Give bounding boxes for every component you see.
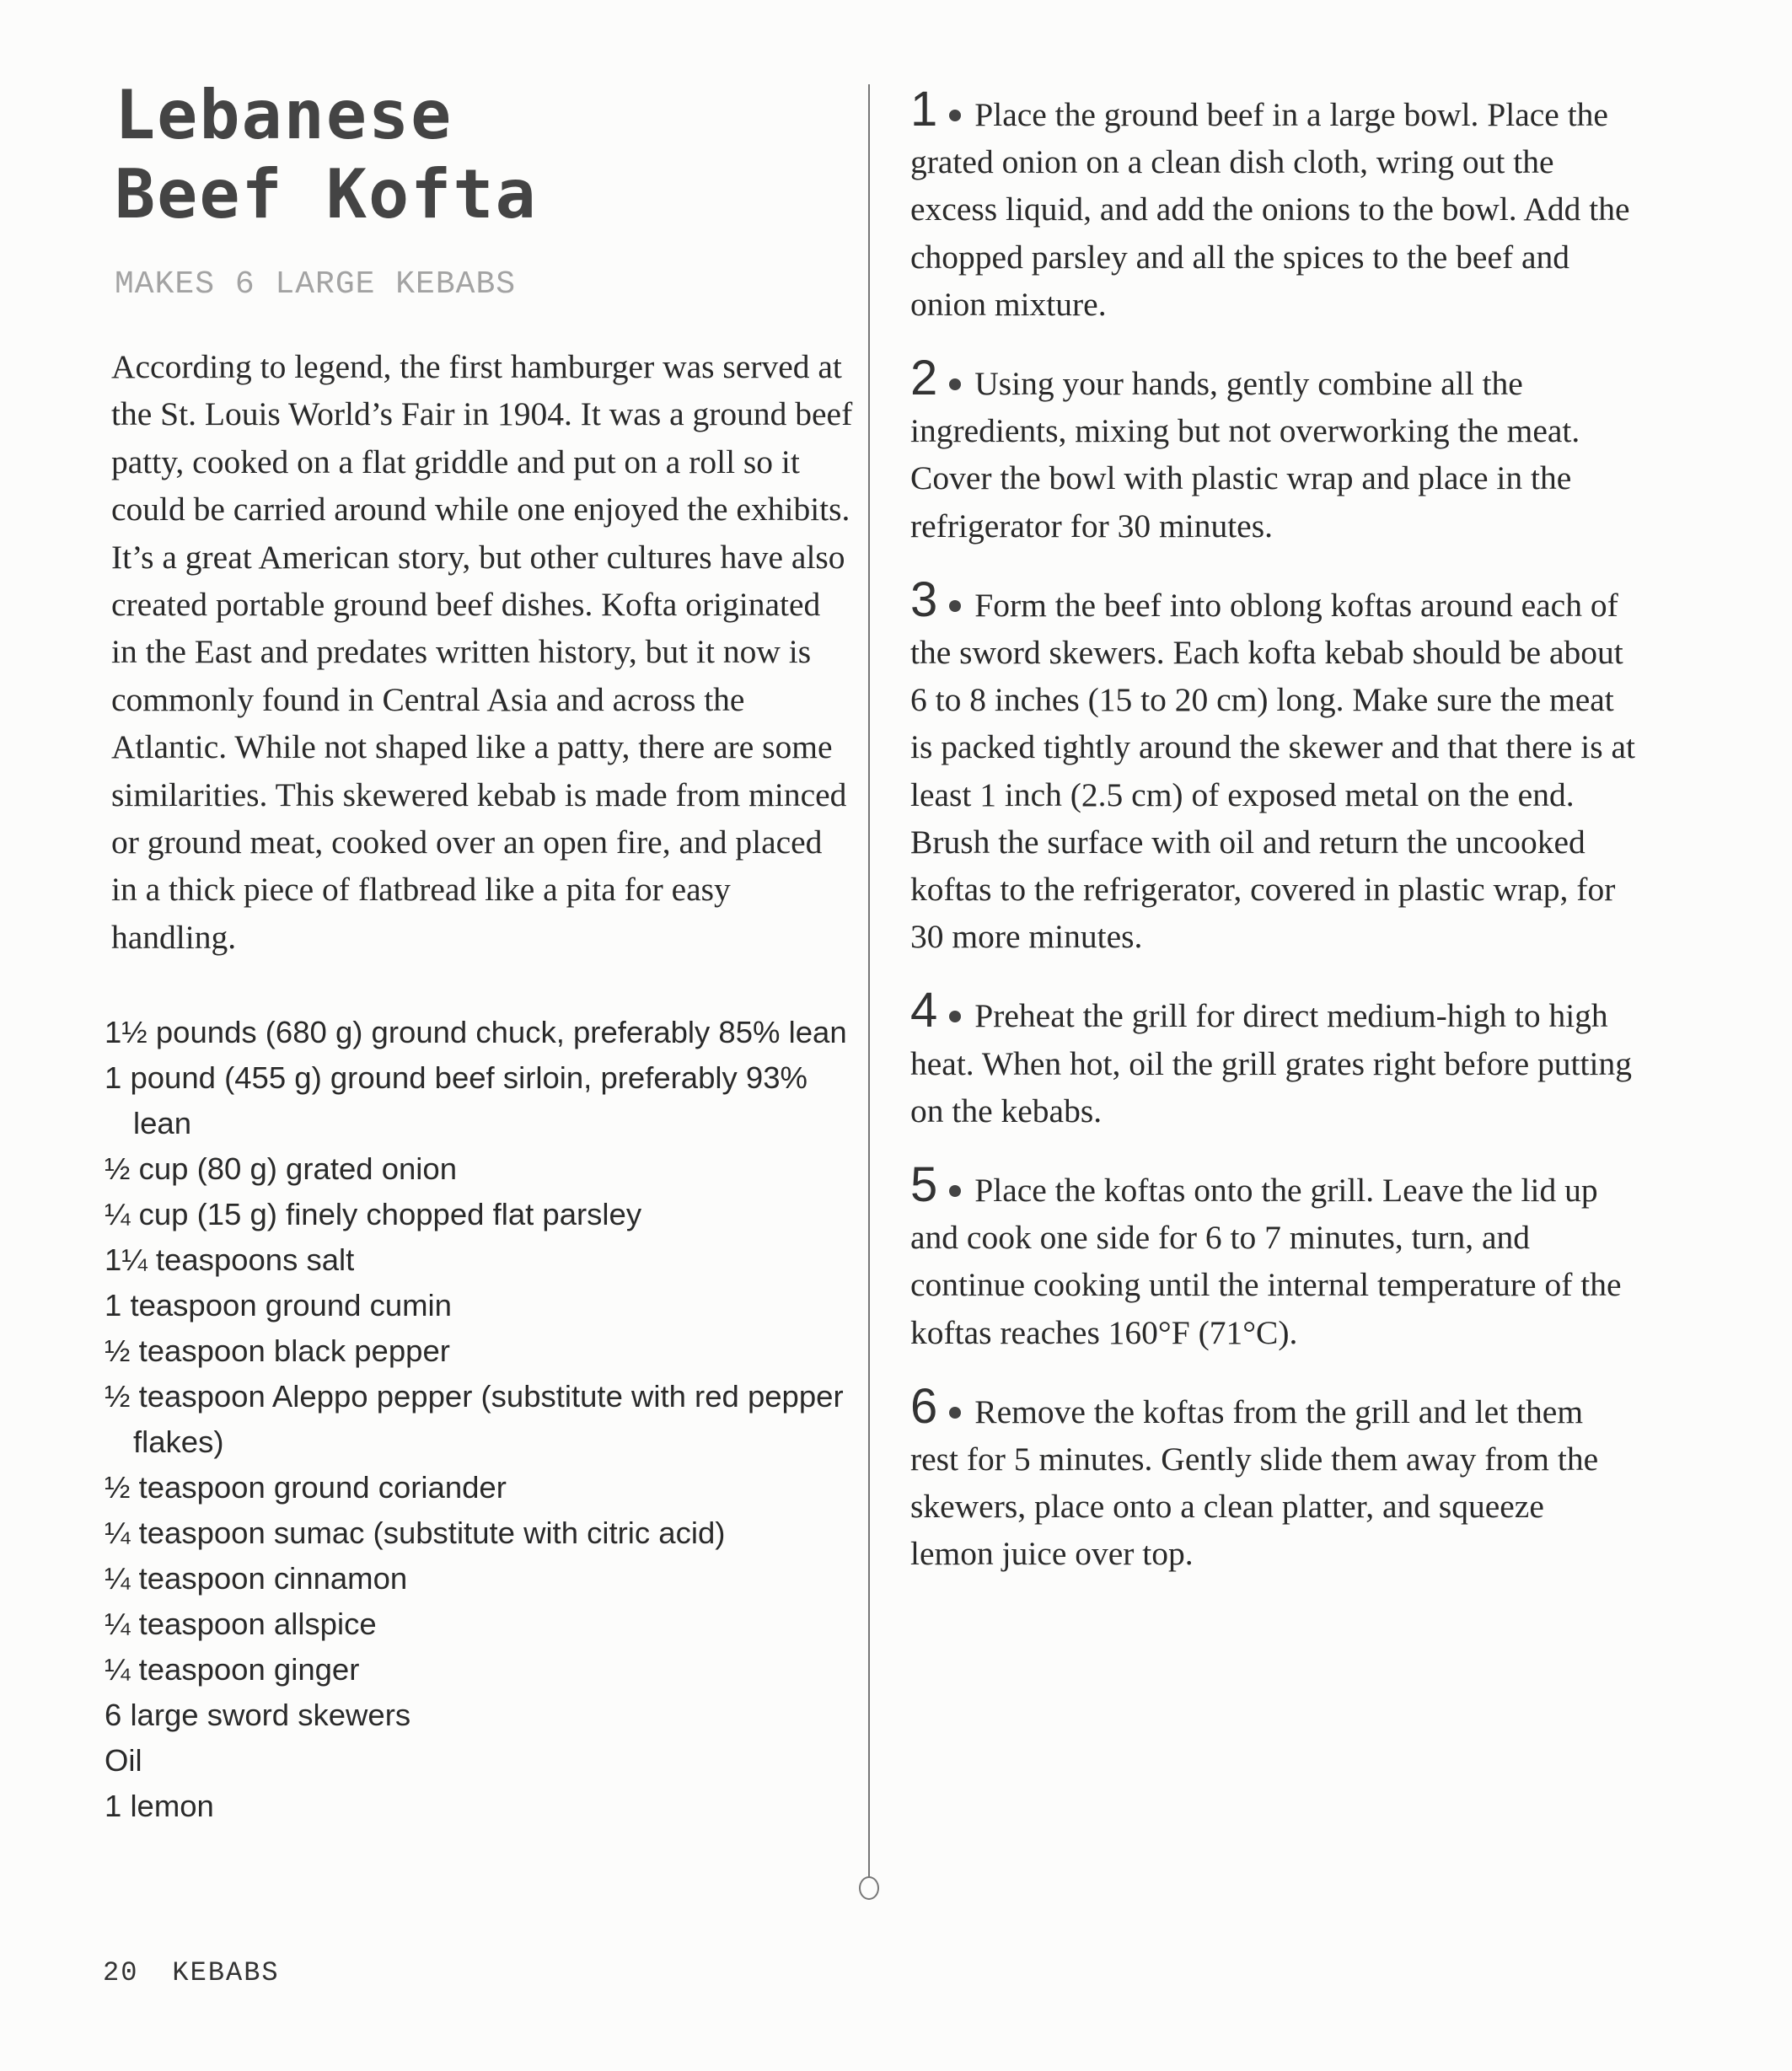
ingredient-item: 1¼ teaspoons salt — [105, 1242, 355, 1278]
bullet-dot-icon — [949, 1407, 961, 1419]
instruction-step — [910, 351, 1635, 550]
step-number: 3 — [910, 571, 938, 627]
bullet-dot-icon — [949, 110, 961, 121]
ingredient-item: Oil — [105, 1743, 142, 1779]
step-text: Place the ground beef in a large bowl. Place the grated onion on a clean dish cloth, wring out the excess liquid, and add the onions to the bowl. Add the chopped parsley and all the spices to the beef and onion mixture. — [910, 96, 1630, 323]
step-text: Remove the koftas from the grill and let them rest for 5 minutes. Gently slide them away from the skewers, place onto a clean platter, and squeeze lemon juice over top. — [910, 1392, 1599, 1573]
section-name: KEBABS — [172, 1957, 280, 1988]
bullet-dot-icon — [949, 600, 961, 612]
ingredient-item: 1½ pounds (680 g) ground chuck, preferably 85% lean — [105, 1015, 847, 1050]
bullet-dot-icon — [949, 1011, 961, 1022]
bullet-dot-icon — [949, 1185, 961, 1197]
ingredient-item: 1 lemon — [105, 1789, 214, 1824]
instruction-step — [910, 571, 1635, 961]
recipe-title — [103, 76, 853, 234]
recipe-intro: According to legend, the first hamburger was served at the St. Louis World’s Fair in 1904. It was a ground beef patty, cooked on a flat griddle and put on a roll so it could be carried around while one enjoyed the exhibits. It’s a great American story, but other cultures have also created portable ground beef dishes. Kofta originated in the East and predates written history, but it now is commonly found in Central Asia and across the Atlantic. While not shaped like a patty, there are some similarities. This skewered kebab is made from minced or ground meat, cooked over an open fire, and placed in a thick piece of flatbread like a pita for easy handling. — [111, 348, 853, 956]
instruction-step — [910, 82, 1635, 328]
ingredient-item: ½ teaspoon Aleppo pepper (substitute with red pepper flakes) — [105, 1379, 844, 1460]
ingredient-item: ¼ teaspoon sumac (substitute with citric acid) — [105, 1516, 726, 1551]
recipe-title-line-2: Beef Kofta — [115, 155, 538, 233]
step-text: Preheat the grill for direct medium-high to high heat. When hot, oil the grill grates right before putting on the kebabs. — [910, 997, 1632, 1129]
instruction-step — [910, 983, 1635, 1135]
step-number: 5 — [910, 1157, 938, 1213]
page-footer — [103, 1957, 280, 1988]
ingredient-item: ¼ teaspoon ginger — [105, 1652, 360, 1687]
recipe-title-line-1: Lebanese — [115, 76, 453, 154]
instruction-step — [910, 1378, 1635, 1578]
recipe-yield: MAKES 6 LARGE KEBABS — [115, 266, 517, 303]
page-number: 20 — [103, 1957, 139, 1988]
step-number: 1 — [910, 82, 938, 137]
instructions-column — [910, 82, 1652, 1610]
ingredient-item: 1 pound (455 g) ground beef sirloin, preferably 93% lean — [105, 1060, 807, 1141]
step-number: 6 — [910, 1378, 938, 1434]
step-number: 2 — [910, 351, 938, 406]
instruction-step — [910, 1157, 1635, 1356]
column-divider — [868, 84, 870, 1878]
ingredient-item: ½ teaspoon black pepper — [105, 1333, 450, 1369]
ingredient-item: ¼ teaspoon cinnamon — [105, 1561, 408, 1596]
bullet-dot-icon — [949, 378, 961, 390]
step-text: Form the beef into oblong koftas around each of the sword skewers. Each kofta kebab should be about 6 to 8 inches (15 to 20 cm) long. Make sure the meat is packed tightly around the skewer and that there is at least 1 inch (2.5 cm) of exposed metal on the end. Brush the surface with oil and return the uncooked koftas to the refrigerator, covered in plastic wrap, for 30 more minutes. — [910, 586, 1635, 956]
ingredient-list — [103, 1010, 855, 1829]
ingredient-item: ½ cup (80 g) grated onion — [105, 1151, 458, 1187]
ingredient-item: ¼ teaspoon allspice — [105, 1607, 377, 1642]
ingredient-item: 6 large sword skewers — [105, 1698, 411, 1733]
ingredient-item: ¼ cup (15 g) finely chopped flat parsley — [105, 1197, 642, 1232]
left-column — [103, 76, 853, 1829]
ingredient-item: 1 teaspoon ground cumin — [105, 1288, 452, 1323]
ingredient-item: ½ teaspoon ground coriander — [105, 1470, 507, 1505]
step-text: Using your hands, gently combine all the ingredients, mixing but not overworking the meat. Cover the bowl with plastic wrap and place in the refrigerator for 30 minutes. — [910, 365, 1580, 545]
divider-end-ring — [859, 1876, 879, 1900]
step-text: Place the koftas onto the grill. Leave the lid up and cook one side for 6 to 7 minutes, turn, and continue cooking until the internal temperature of the koftas reaches 160°F (71°C). — [910, 1172, 1622, 1351]
step-number: 4 — [910, 983, 938, 1038]
